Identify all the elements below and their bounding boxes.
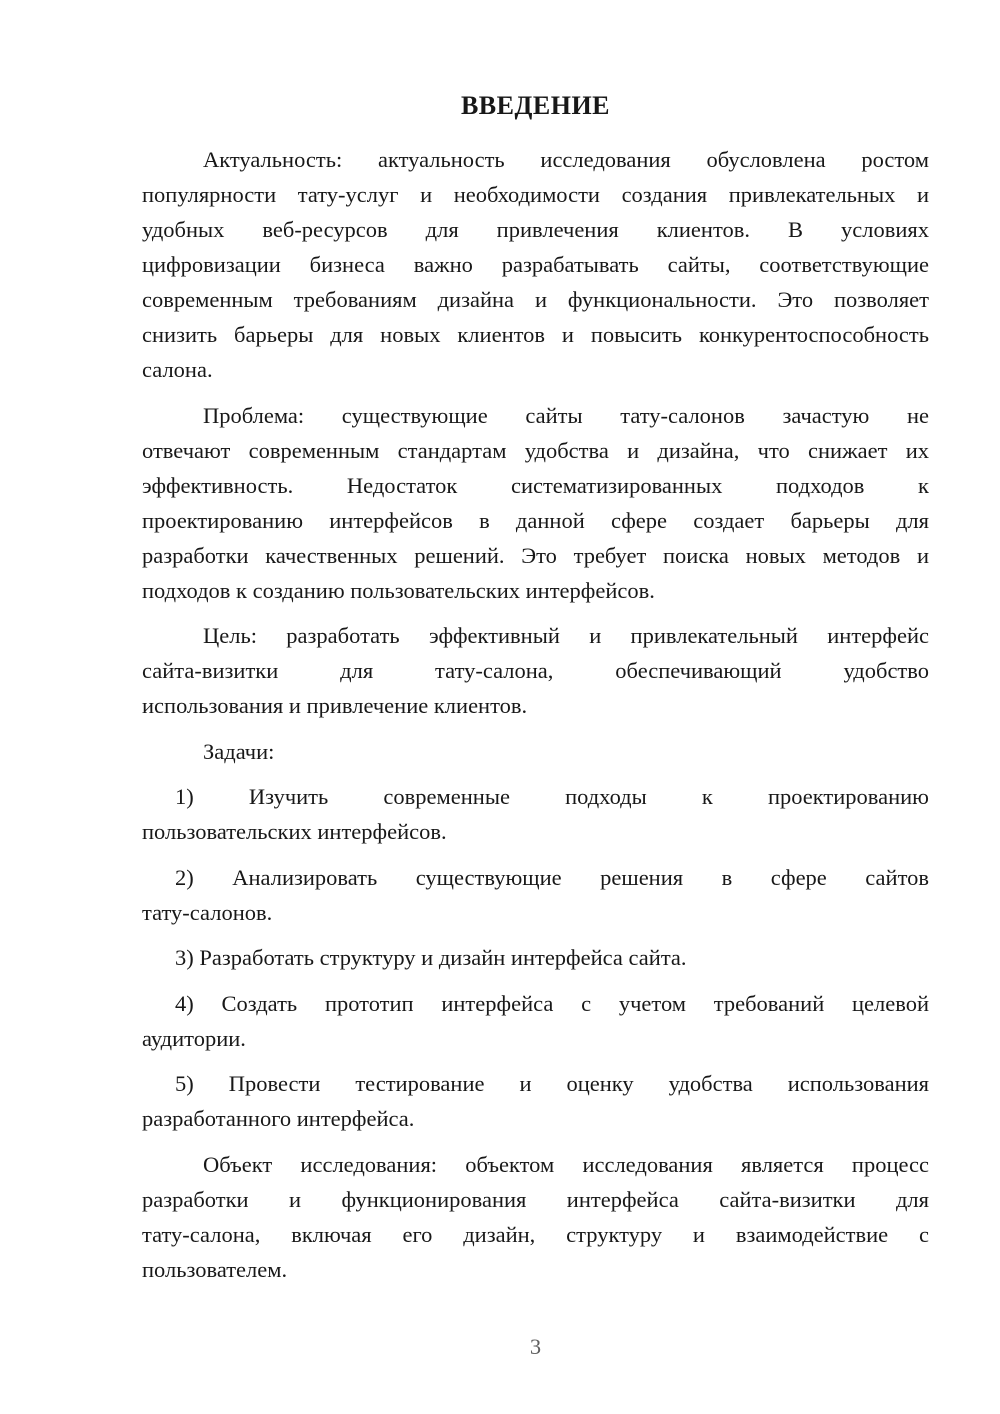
list-item [142, 986, 929, 1056]
text-line: Проблема: существующие сайты тату-салонов зачастую не [203, 402, 929, 428]
list-item [142, 1066, 929, 1136]
text-line: проектированию интерфейсов в данной сфере создает барьеры для [142, 507, 929, 533]
text-line: эффективность. Недостаток систематизированных подходов к [142, 472, 929, 498]
text-line: популярности тату-услуг и необходимости создания привлекательных и [142, 182, 929, 207]
text-line: подходов к созданию пользовательских интерфейсов. [142, 577, 655, 603]
document-body [142, 142, 929, 1287]
paragraph [142, 142, 929, 387]
text-line: тату-салона, включая его дизайн, структуру и взаимодействие с [142, 1221, 929, 1247]
text-line: 3) Разработать структуру и дизайн интерфейса сайта. [175, 945, 687, 970]
page-number: 3 [529, 1333, 542, 1359]
text-line: 5) Провести тестирование и оценку удобства использования [175, 1071, 929, 1096]
text-line: использования и привлечение клиентов. [142, 693, 528, 718]
page-title: ВВЕДЕНИЕ [460, 91, 611, 120]
paragraph [142, 1147, 929, 1287]
paragraph [142, 398, 929, 608]
list-item [142, 940, 929, 975]
text-line: 4) Создать прототип интерфейса с учетом требований целевой [175, 990, 929, 1016]
text-line: тату-салонов. [142, 899, 273, 925]
text-line: пользователем. [142, 1256, 288, 1282]
text-line: снизить барьеры для новых клиентов и повысить конкурентоспособность [142, 322, 929, 347]
paragraph [142, 734, 929, 769]
text-line: сайта-визитки для тату-салона, обеспечивающий удобство [142, 658, 929, 683]
list-item [142, 779, 929, 849]
text-line: отвечают современным стандартам удобства и дизайна, что снижает их [142, 437, 929, 463]
text-line: разработанного интерфейса. [142, 1106, 415, 1131]
text-line: разработки и функционирования интерфейса сайта-визитки для [142, 1186, 929, 1212]
text-line: разработки качественных решений. Это требует поиска новых методов и [142, 542, 929, 568]
text-line: современным требованиям дизайна и функциональности. Это позволяет [142, 287, 929, 312]
paragraph [142, 618, 929, 723]
text-line: салона. [142, 357, 213, 382]
text-line: Цель: разработать эффективный и привлекательный интерфейс [203, 623, 929, 648]
text-line: удобных веб-ресурсов для привлечения клиентов. В условиях [142, 217, 929, 242]
text-line: Актуальность: актуальность исследования обусловлена ростом [203, 147, 929, 172]
text-line: пользовательских интерфейсов. [142, 819, 447, 844]
text-line: 2) Анализировать существующие решения в сфере сайтов [175, 864, 929, 890]
text-line: цифровизации бизнеса важно разрабатывать сайты, соответствующие [142, 252, 929, 277]
text-line: Объект исследования: объектом исследования является процесс [203, 1151, 929, 1177]
text-line: аудитории. [142, 1025, 246, 1051]
text-line: Задачи: [203, 738, 275, 764]
list-item [142, 860, 929, 930]
text-line: 1) Изучить современные подходы к проектированию [175, 784, 929, 809]
